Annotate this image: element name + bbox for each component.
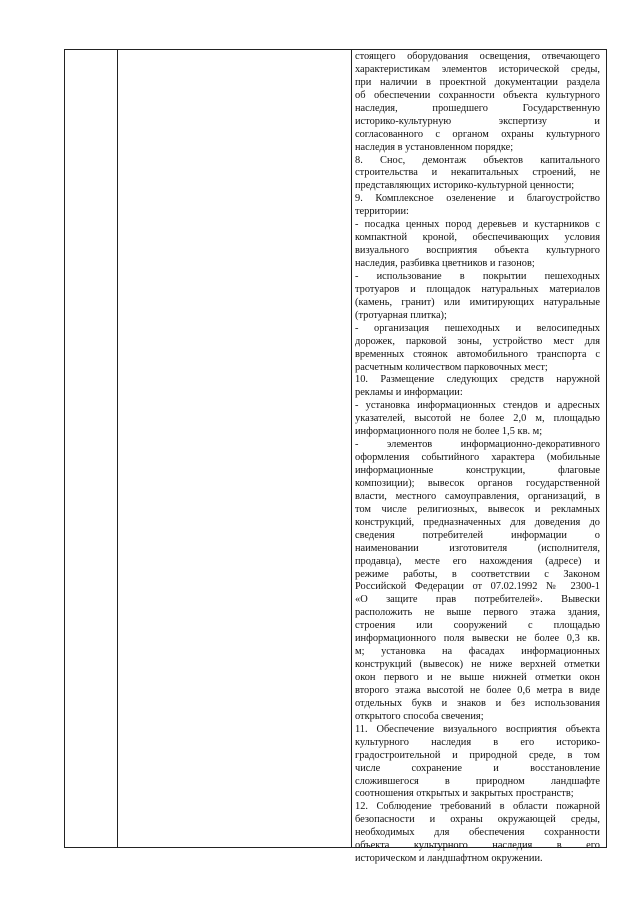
text-line: согласованного с органом охраны культурного	[355, 128, 600, 140]
text-line: отдельных букв и знаков и без использования	[355, 697, 600, 709]
text-line: расчетным количеством парковочных мест;	[355, 361, 548, 373]
text-line: - элементов информационно-декоративного	[355, 439, 600, 451]
text-line: наследия, прошедшего Государственную	[355, 102, 600, 114]
text-line: информационного поля не более 1,5 кв. м;	[355, 426, 543, 438]
text-line: рекламы и информации:	[355, 387, 463, 399]
text-line: наследия в установленном порядке;	[355, 141, 514, 153]
text-line: информационные конструкции, флаговые	[355, 465, 600, 476]
text-line: необходимых для обеспечения сохранности	[355, 827, 600, 839]
text-line: историческом и ландшафтном окружении.	[355, 853, 543, 865]
text-line: (камень, гранит) или имитирующих натуральные	[355, 296, 600, 308]
text-line: представляющих историко-культурной ценности;	[355, 180, 575, 192]
text-line: том числе религиозных, вывесок и рекламных	[355, 503, 600, 515]
text-line: открытого способа свечения;	[355, 710, 484, 722]
text-line: композиции); вывесок органов государственной	[355, 477, 600, 489]
text-line: власти, местного самоуправления, организаций, в	[355, 490, 600, 502]
text-line: - установка информационных стендов и адресных	[355, 400, 600, 412]
text-line: указателей, высотой не более 2,0 м, площадью	[355, 413, 600, 425]
text-line: продавца), месте его нахождения (адресе) и	[355, 555, 600, 567]
text-line: Российской Федерации от 07.02.1992 № 2300-1	[355, 581, 600, 593]
text-line: объекта культурного наследия в его	[355, 840, 600, 852]
text-line: окон первого и не выше нижней отметки окон	[355, 672, 600, 683]
text-line: 9. Комплексное озеленение и благоустройство	[355, 193, 600, 205]
text-line: числе сохранение и восстановление	[355, 762, 600, 774]
text-line: м; установка на фасадах информационных	[355, 646, 600, 658]
text-line: территории:	[355, 206, 409, 218]
text-line: историко-культурную экспертизу и	[355, 115, 600, 127]
text-line: оформления событийного характера (мобильные	[355, 452, 600, 464]
text-line: культурного наследия в его историко-	[355, 736, 600, 748]
text-line: конструкций (вывесок) не ниже верхней отметки	[355, 659, 600, 671]
text-line: расположить не выше первого этажа здания,	[355, 607, 600, 619]
text-line: режиме работы, в соответствии с Законом	[355, 568, 600, 580]
text-line: дорожек, парковой зоны, устройство мест для	[355, 335, 600, 347]
text-line: - организация пешеходных и велосипедных	[355, 322, 600, 334]
text-line: соотношения открытых и закрытых пространств;	[355, 788, 574, 800]
text-line: - посадка ценных пород деревьев и кустарников с	[355, 219, 600, 231]
text-line: конструкций, предназначенных для доведения до	[355, 516, 600, 528]
text-line: второго этажа высотой не более 0,6 метра в виде	[355, 684, 600, 696]
text-line: строительства и некапитальных строений, не	[355, 167, 600, 179]
text-line: сведения потребителей информации о	[355, 529, 600, 541]
text-line: компактной кроной, обеспечивающих условия	[355, 232, 600, 244]
text-line: стоящего оборудования освещения, отвечающего	[355, 51, 600, 62]
text-line: 12. Соблюдение требований в области пожарной	[355, 801, 600, 813]
text-line: тротуаров и площадок натуральных материалов	[355, 283, 600, 295]
text-line: об обеспечении сохранности объекта культурного	[355, 89, 600, 101]
text-line: наследия, разбивка цветников и газонов;	[355, 258, 535, 269]
text-line: сложившегося в природном ландшафте	[355, 775, 600, 787]
text-line: временных стоянок автомобильного транспорта с	[355, 348, 600, 360]
column-divider-2	[351, 49, 352, 848]
text-line: информационного поля вывески не более 0,3 кв.	[355, 633, 600, 645]
text-line: 10. Размещение следующих средств наружной	[355, 374, 600, 386]
text-line: при наличии в проектной документации раздела	[355, 76, 600, 88]
text-line: градостроительной и природной среде, в том	[355, 749, 600, 761]
text-line: 11. Обеспечение визуального восприятия объекта	[355, 723, 600, 735]
text-line: (тротуарная плитка);	[355, 309, 447, 321]
text-line: строения или сооружений с площадью	[355, 620, 600, 632]
text-line: характеристикам элементов исторической среды,	[355, 63, 600, 75]
text-line: безопасности и охраны окружающей среды,	[355, 814, 600, 826]
text-line: 8. Снос, демонтаж объектов капитального	[355, 154, 600, 166]
table-cell-text	[355, 51, 600, 866]
text-line: визуального восприятия объекта культурного	[355, 245, 600, 257]
column-divider-1	[117, 49, 118, 848]
text-line: наименовании изготовителя (исполнителя,	[355, 542, 600, 554]
text-line: - использование в покрытии пешеходных	[355, 270, 600, 282]
text-line: «О защите прав потребителей». Вывески	[355, 594, 600, 606]
